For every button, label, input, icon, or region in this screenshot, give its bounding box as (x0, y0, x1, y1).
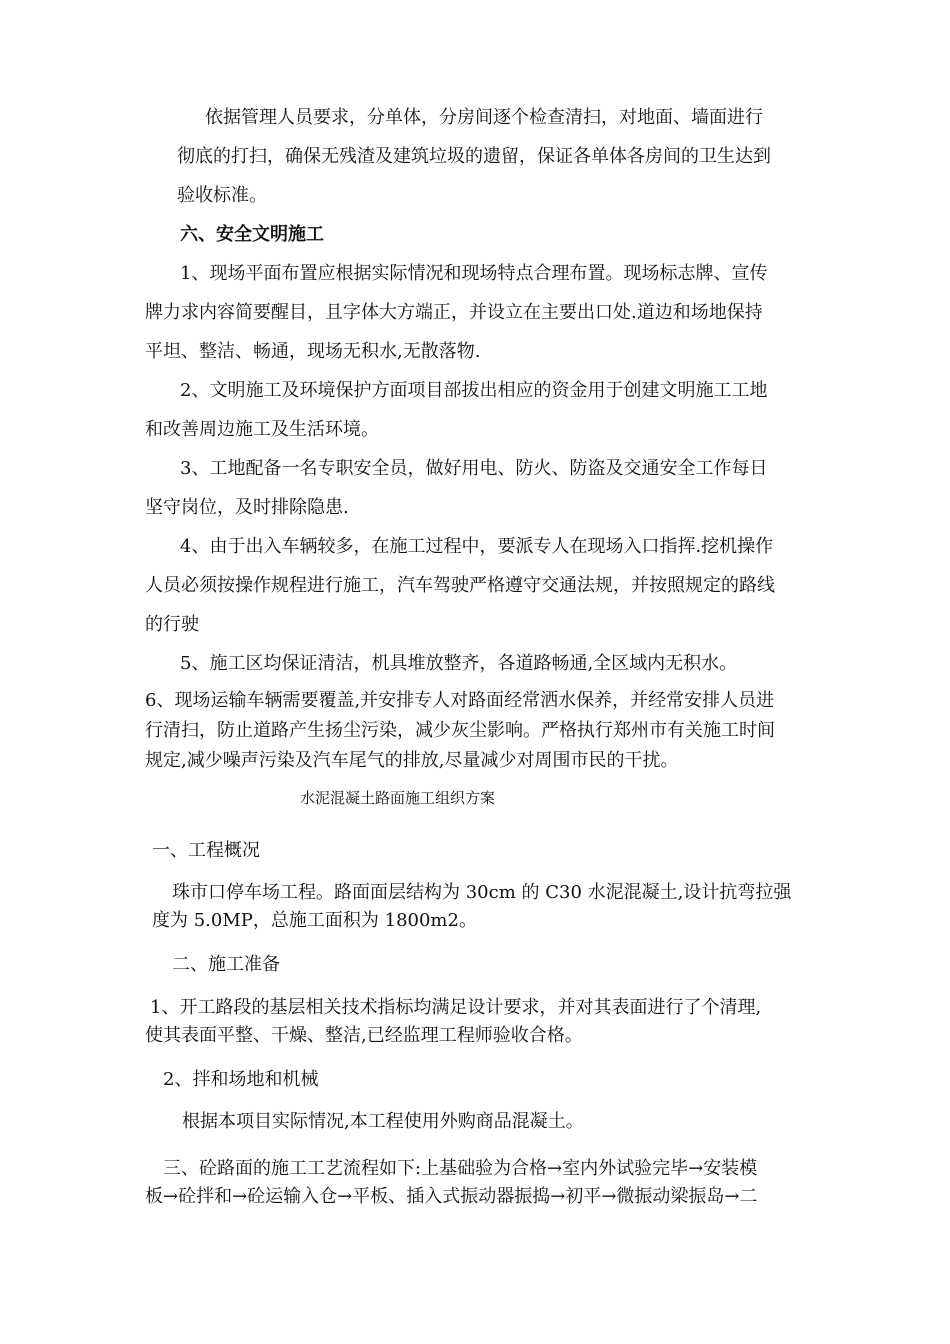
intro-line-2: 彻底的打扫，确保无残渣及建筑垃圾的遗留，保证各单体各房间的卫生达到 (177, 146, 771, 167)
section-2-heading: 二、施工准备 (172, 954, 280, 975)
section-1-line-2: 度为 5.0MP，总施工面积为 1800m2。 (152, 910, 477, 931)
item-4-line-2: 人员必须按操作规程进行施工，汽车驾驶严格遵守交通法规，并按照规定的路线 (145, 575, 775, 596)
item-4-line-1: 4、由于出入车辆较多，在施工过程中，要派专人在现场入口指挥.挖机操作 (180, 536, 774, 557)
intro-line-3: 验收标准。 (177, 185, 267, 206)
item-6-line-1: 6、现场运输车辆需要覆盖,并安排专人对路面经常洒水保养，并经常安排人员进 (145, 690, 775, 711)
item-6-line-2: 行清扫，防止道路产生扬尘污染，减少灰尘影响。严格执行郑州市有关施工时间 (145, 720, 775, 741)
intro-line-1: 依据管理人员要求，分单体，分房间逐个检查清扫，对地面、墙面进行 (205, 107, 763, 128)
section-1-line-1: 珠市口停车场工程。路面面层结构为 30cm 的 C30 水泥混凝土,设计抗弯拉强 (172, 882, 792, 903)
item-3-line-1: 3、工地配备一名专职安全员，做好用电、防火、防盗及交通安全工作每日 (180, 458, 768, 479)
section-2-item-1-line-1: 1、开工路段的基层相关技术指标均满足设计要求，并对其表面进行了个清理, (150, 997, 762, 1018)
doc-2-title: 水泥混凝土路面施工组织方案 (300, 789, 496, 807)
item-1-line-2: 牌力求内容简要醒目，且字体大方端正，并设立在主要出口处.道边和场地保持 (145, 302, 763, 323)
item-2-line-2: 和改善周边施工及生活环境。 (145, 419, 379, 440)
item-6-line-3: 规定,减少噪声污染及汽车尾气的排放,尽量减少对周围市民的干扰。 (145, 750, 679, 771)
item-5-line: 5、施工区均保证清洁，机具堆放整齐，各道路畅通,全区域内无积水。 (180, 653, 738, 674)
item-3-line-2: 坚守岗位，及时排除隐患. (145, 497, 349, 518)
section-1-heading: 一、工程概况 (152, 840, 260, 861)
item-1-line-1: 1、现场平面布置应根据实际情况和现场特点合理布置。现场标志牌、宣传 (180, 263, 768, 284)
section-2-item-2-heading: 2、拌和场地和机械 (163, 1069, 319, 1090)
item-1-line-3: 平坦、整洁、畅通，现场无积水,无散落物. (145, 341, 481, 362)
section-2-item-2-text: 根据本项目实际情况,本工程使用外购商品混凝土。 (182, 1111, 584, 1132)
section-2-item-1-line-2: 使其表面平整、干燥、整洁,已经监理工程师验收合格。 (145, 1025, 583, 1046)
item-4-line-3: 的行驶 (145, 614, 199, 635)
item-2-line-1: 2、文明施工及环境保护方面项目部拔出相应的资金用于创建文明施工工地 (180, 380, 768, 401)
section-3-line-2: 板→砼拌和→砼运输入仓→平板、插入式振动器振捣→初平→微振动梁振岛→二 (145, 1186, 758, 1207)
section-3-line-1: 三、砼路面的施工工艺流程如下:上基础验为合格→室内外试验完毕→安装模 (163, 1158, 758, 1179)
section-6-heading: 六、安全文明施工 (180, 224, 324, 245)
